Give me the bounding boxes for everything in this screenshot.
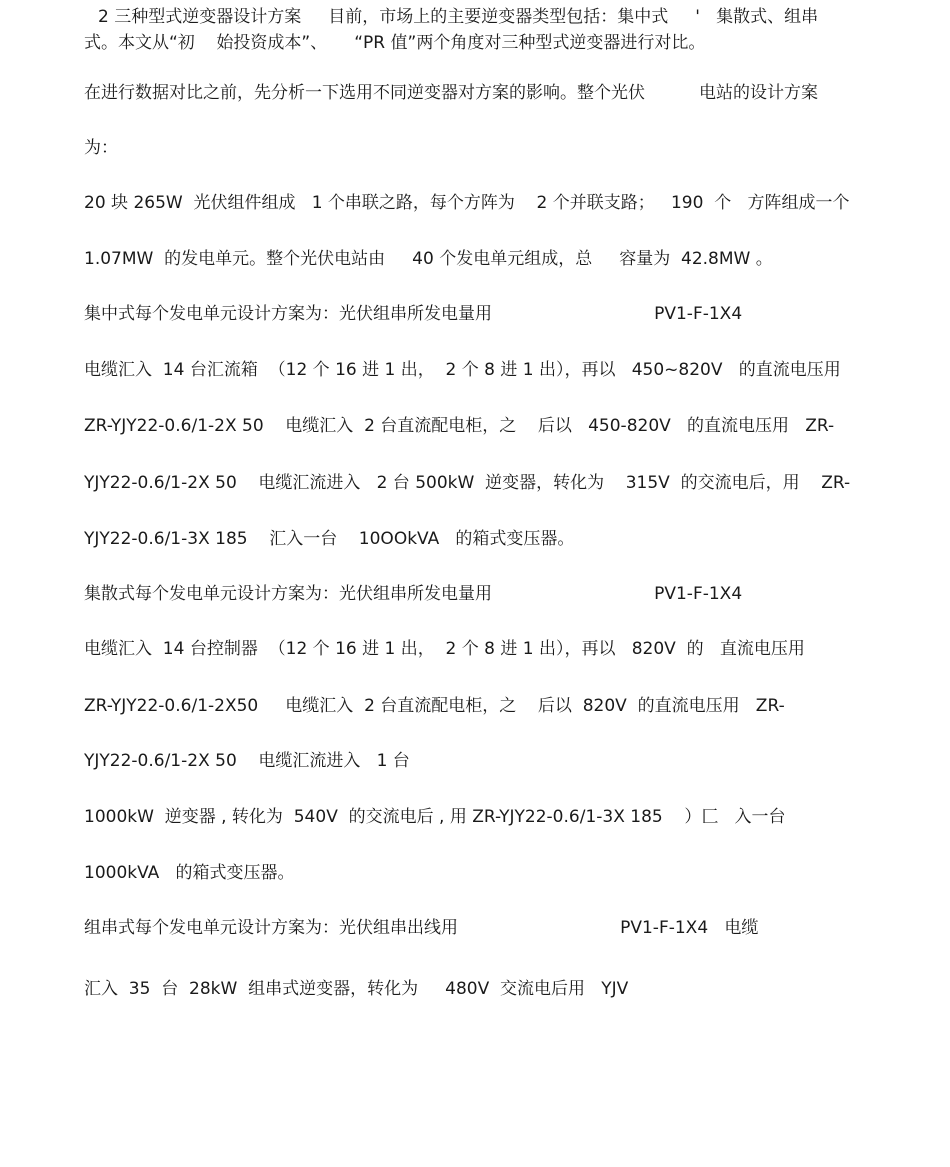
paragraph-line: 电缆汇入 14 台汇流箱 （12 个 16 进 1 出， 2 个 8 进 1 出），再以 450~820V 的直流电压用 <box>84 360 841 380</box>
paragraph-line: 1000kW 逆变器 , 转化为 540V 的交流电后 , 用 ZR-YJY22-0.6/1-3X 185 ）匚 入一台 <box>84 807 786 827</box>
paragraph-line: 汇入 35 台 28kW 组串式逆变器，转化为 480V 交流电后用 YJV <box>84 979 629 999</box>
paragraph-line: 1.07MW 的发电单元。整个光伏电站由 40 个发电单元组成，总 容量为 42.8MW 。 <box>84 249 773 269</box>
paragraph-line: 集散式每个发电单元设计方案为：光伏组串所发电量用 PV1-F-1X4 <box>84 584 743 604</box>
paragraph-line: YJY22-0.6/1-3X 185 汇入一台 10OOkVA 的箱式变压器。 <box>84 529 575 549</box>
paragraph-line: YJY22-0.6/1-2X 50 电缆汇流进入 2 台 500kW 逆变器，转化为 315V 的交流电后，用 ZR- <box>84 473 851 493</box>
paragraph-line: 式。本文从“初 始投资成本”、 “PR 值”两个角度对三种型式逆变器进行对比。 <box>84 33 706 53</box>
paragraph-line: 集中式每个发电单元设计方案为：光伏组串所发电量用 PV1-F-1X4 <box>84 304 743 324</box>
paragraph-line: ZR-YJY22-0.6/1-2X50 电缆汇入 2 台直流配电柜，之 后以 820V 的直流电压用 ZR- <box>84 696 785 716</box>
paragraph-line: 1000kVA 的箱式变压器。 <box>84 863 295 883</box>
paragraph-line: 2 三种型式逆变器设计方案 目前，市场上的主要逆变器类型包括：集中式 ' 集散式、组串 <box>98 7 819 27</box>
paragraph-line: YJY22-0.6/1-2X 50 电缆汇流进入 1 台 <box>84 751 410 771</box>
paragraph-line: 电缆汇入 14 台控制器 （12 个 16 进 1 出， 2 个 8 进 1 出），再以 820V 的 直流电压用 <box>84 639 805 659</box>
paragraph-line: 在进行数据对比之前，先分析一下选用不同逆变器对方案的影响。整个光伏 电站的设计方案 <box>84 83 819 103</box>
paragraph-line: 为： <box>84 138 118 158</box>
paragraph-line: 20 块 265W 光伏组件组成 1 个串联之路，每个方阵为 2 个并联支路； 190 个 方阵组成一个 <box>84 193 850 213</box>
paragraph-line: 组串式每个发电单元设计方案为：光伏组串出线用 PV1-F-1X4 电缆 <box>84 918 759 938</box>
paragraph-line: ZR-YJY22-0.6/1-2X 50 电缆汇入 2 台直流配电柜，之 后以 450-820V 的直流电压用 ZR- <box>84 416 835 436</box>
